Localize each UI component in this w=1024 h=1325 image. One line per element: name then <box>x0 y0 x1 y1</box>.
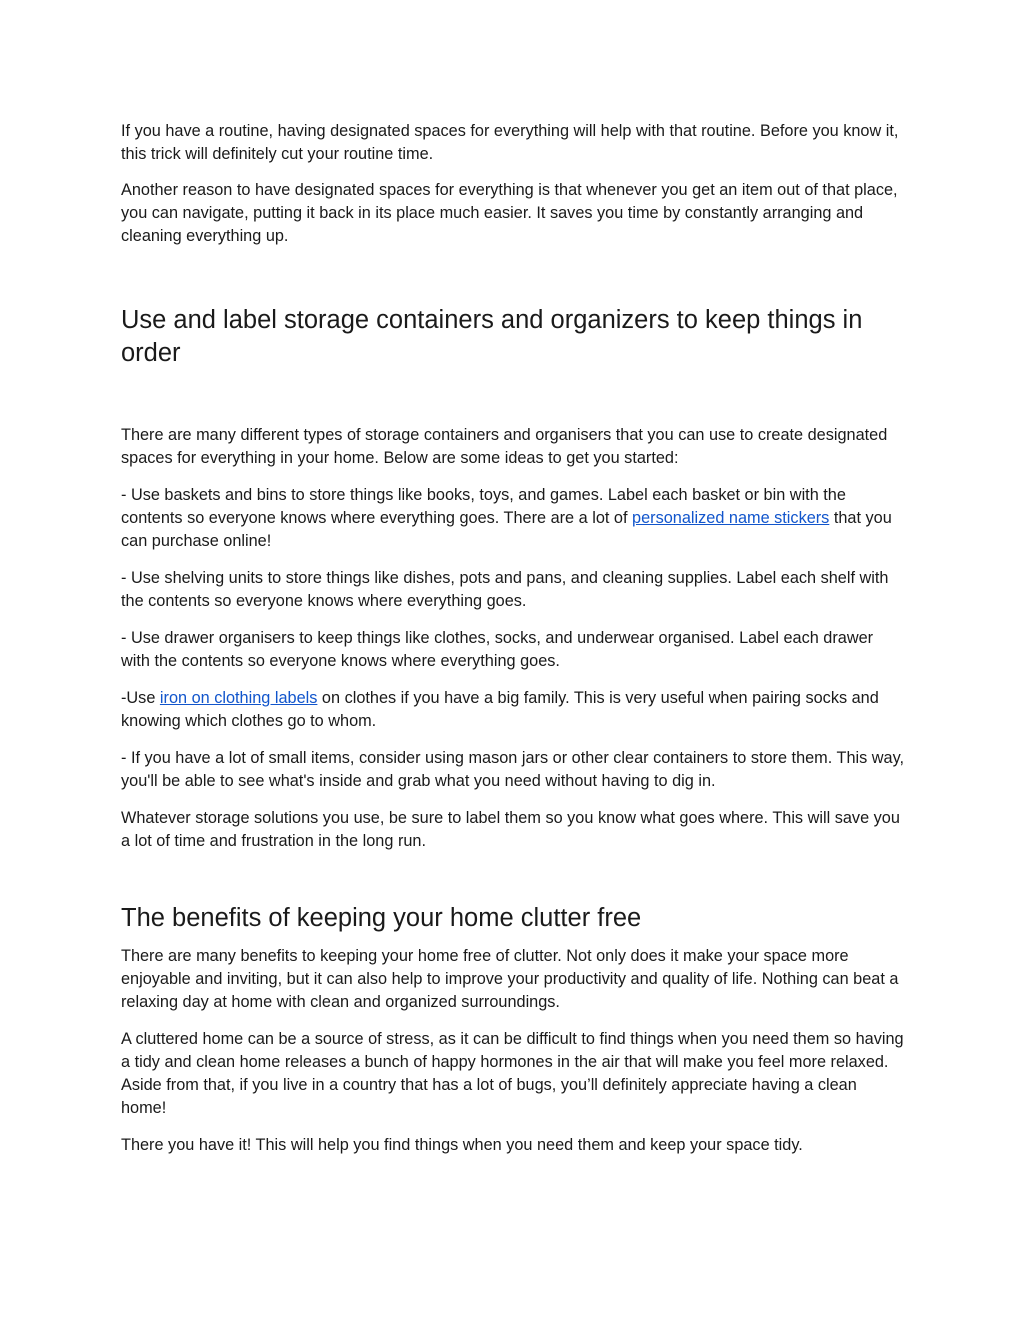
personalized-name-stickers-link[interactable]: personalized name stickers <box>632 509 830 527</box>
benefits-paragraph-1: There are many benefits to keeping your home free of clutter. Not only does it make your space more enjoyable and inviting, but it can also help to improve your productivity and quality of life. Nothing can beat a relaxing day at home with clean and organized surroundings. <box>121 947 899 1011</box>
storage-item-baskets-text: - Use baskets and bins to store things like books, toys, and games. Label each basket or bin with the contents so everyone knows where everything goes. There are a lot of <box>121 486 846 527</box>
document-page <box>121 120 906 1157</box>
storage-item-baskets-text-end: that you can purchase online! <box>121 509 892 550</box>
benefits-paragraph-3: There you have it! This will help you find things when you need them and keep your space tidy. <box>121 1136 803 1154</box>
storage-item-labels <box>121 687 906 733</box>
iron-on-clothing-labels-link[interactable]: iron on clothing labels <box>159 689 318 707</box>
storage-item-drawers: - Use drawer organisers to keep things like clothes, socks, and underwear organised. Label each drawer with the contents so everyone knows where everything goes. <box>121 629 874 670</box>
benefits-paragraph-2: A cluttered home can be a source of stress, as it can be difficult to find things when you need them so having a tidy and clean home releases a bunch of happy hormones in the air that will make you feel more relaxed. Aside from that, if you live in a country that has a lot of bugs, you’ll definitely appreciate having a clean home! <box>121 1030 904 1117</box>
intro-paragraph-2: Another reason to have designated spaces for everything is that whenever you get an item out of that place, you can navigate, putting it back in its place much easier. It saves you time by constantly arranging and cleaning everything up. <box>121 181 898 245</box>
storage-intro-paragraph: There are many different types of storage containers and organisers that you can use to create designated spaces for everything in your home. Below are some ideas to get you started: <box>121 426 888 467</box>
storage-item-jars: - If you have a lot of small items, consider using mason jars or other clear containers to store them. This way, you'll be able to see what's inside and grab what you need without having to dig in. <box>121 749 905 790</box>
storage-item-shelving: - Use shelving units to store things like dishes, pots and pans, and cleaning supplies. Label each shelf with the contents so everyone knows where everything goes. <box>121 569 889 610</box>
storage-item-baskets <box>121 484 906 553</box>
storage-closing-paragraph: Whatever storage solutions you use, be sure to label them so you know what goes where. This will save you a lot of time and frustration in the long run. <box>121 809 900 850</box>
storage-item-labels-text: -Use <box>121 689 160 707</box>
section-heading-benefits: The benefits of keeping your home clutter free <box>121 904 642 932</box>
intro-paragraph-1: If you have a routine, having designated spaces for everything will help with that routine. Before you know it, this trick will definitely cut your routine time. <box>121 122 899 163</box>
storage-item-labels-text-end: on clothes if you have a big family. This is very useful when pairing socks and knowing which clothes go to whom. <box>121 689 879 730</box>
section-heading-storage: Use and label storage containers and organizers to keep things in order <box>121 306 863 367</box>
